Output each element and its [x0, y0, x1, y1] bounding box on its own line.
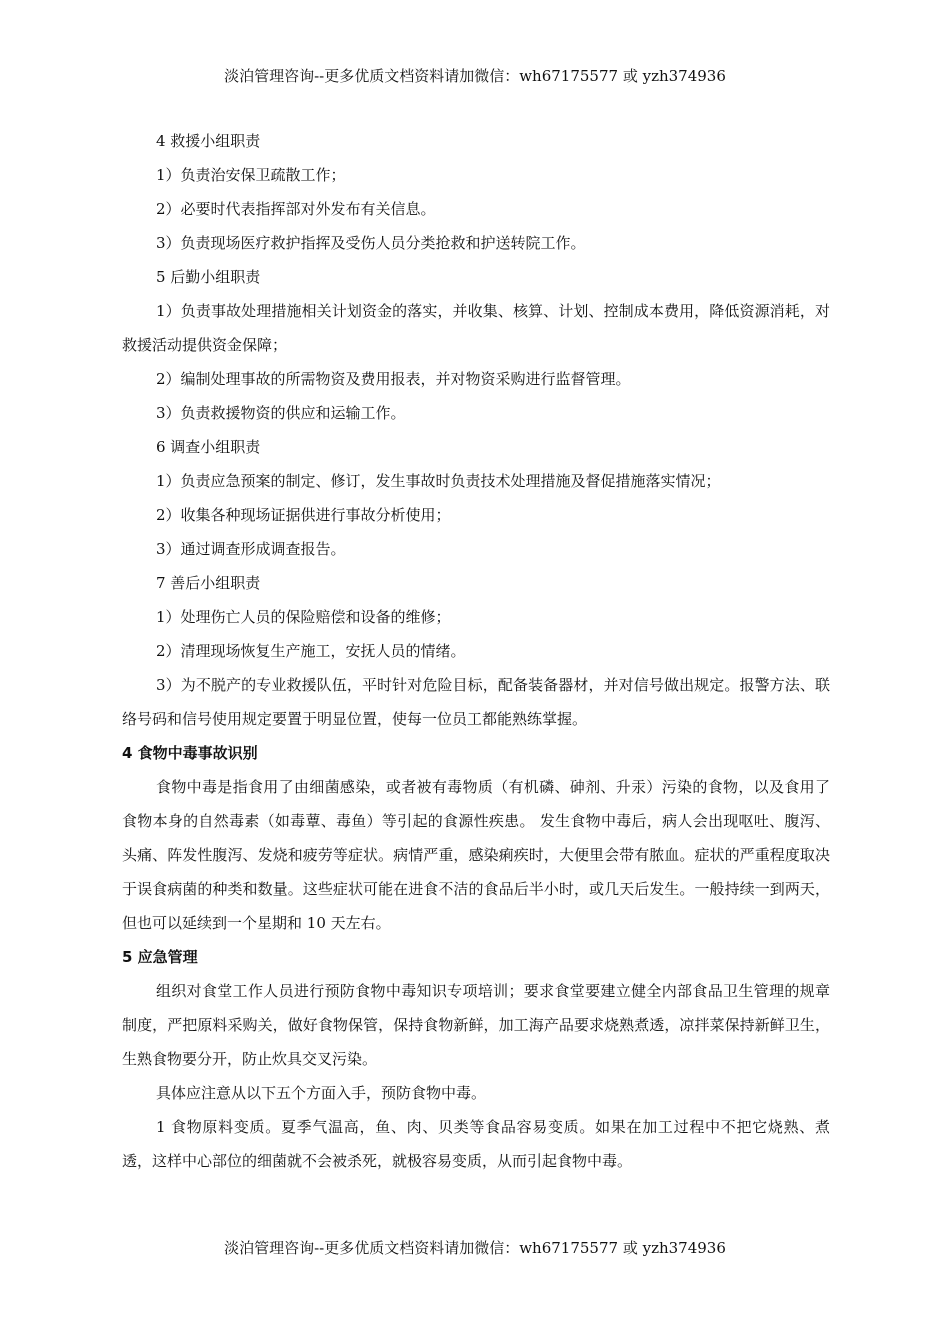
paragraph: 2）收集各种现场证据供进行事故分析使用；: [156, 506, 451, 524]
paragraph: 5 后勤小组职责: [156, 268, 261, 286]
paragraph: 1）负责治安保卫疏散工作；: [156, 166, 346, 184]
paragraph: 1）处理伤亡人员的保险赔偿和设备的维修；: [156, 608, 451, 626]
page-footer: 淡泊管理咨询--更多优质文档资料请加微信：wh67175577 或 yzh374936: [224, 1239, 726, 1257]
paragraph: 3）为不脱产的专业救援队伍，平时针对危险目标，配备装备器材，并对信号做出规定。报警方法、联络号码和信号使用规定要置于明显位置，使每一位员工都能熟练掌握。: [122, 676, 830, 728]
section-heading: 4 食物中毒事故识别: [122, 744, 258, 762]
paragraph: 6 调查小组职责: [156, 438, 261, 456]
document-body: [122, 124, 830, 1178]
paragraph: 食物中毒是指食用了由细菌感染，或者被有毒物质（有机磷、砷剂、升汞）污染的食物，以及食用了食物本身的自然毒素（如毒蕈、毒鱼）等引起的食源性疾患。 发生食物中毒后，病人会出现呕吐、腹泻、头痛、阵发性腹泻、发烧和疲劳等症状。病情严重，感染痢疾时，大便里会带有脓血。症状的严重程度取决于误食病菌的种类和数量。这些症状可能在进食不洁的食品后半小时，或几天后发生。一般持续一到两天，但也可以延续到一个星期和 10 天左右。: [122, 778, 830, 932]
paragraph: 4 救援小组职责: [156, 132, 261, 150]
paragraph: 1）负责应急预案的制定、修订，发生事故时负责技术处理措施及督促措施落实情况；: [156, 472, 721, 490]
paragraph: 3）负责救援物资的供应和运输工作。: [156, 404, 406, 422]
paragraph: 具体应注意从以下五个方面入手，预防食物中毒。: [156, 1084, 487, 1102]
paragraph: 3）负责现场医疗救护指挥及受伤人员分类抢救和护送转院工作。: [156, 234, 586, 252]
paragraph: 2）清理现场恢复生产施工，安抚人员的情绪。: [156, 642, 466, 660]
paragraph: 2）必要时代表指挥部对外发布有关信息。: [156, 200, 436, 218]
paragraph: 2）编制处理事故的所需物资及费用报表，并对物资采购进行监督管理。: [156, 370, 631, 388]
section-heading: 5 应急管理: [122, 948, 198, 966]
page-header: 淡泊管理咨询--更多优质文档资料请加微信：wh67175577 或 yzh374936: [224, 67, 726, 85]
paragraph: 7 善后小组职责: [156, 574, 261, 592]
paragraph: 1）负责事故处理措施相关计划资金的落实，并收集、核算、计划、控制成本费用，降低资源消耗，对救援活动提供资金保障；: [122, 302, 830, 354]
paragraph: 3）通过调查形成调查报告。: [156, 540, 346, 558]
paragraph: 组织对食堂工作人员进行预防食物中毒知识专项培训；要求食堂要建立健全内部食品卫生管理的规章制度，严把原料采购关，做好食物保管，保持食物新鲜，加工海产品要求烧熟煮透，凉拌菜保持新鲜卫生，生熟食物要分开，防止炊具交叉污染。: [122, 982, 830, 1068]
paragraph: 1 食物原料变质。夏季气温高，鱼、肉、贝类等食品容易变质。如果在加工过程中不把它烧熟、煮透，这样中心部位的细菌就不会被杀死，就极容易变质，从而引起食物中毒。: [122, 1118, 830, 1170]
